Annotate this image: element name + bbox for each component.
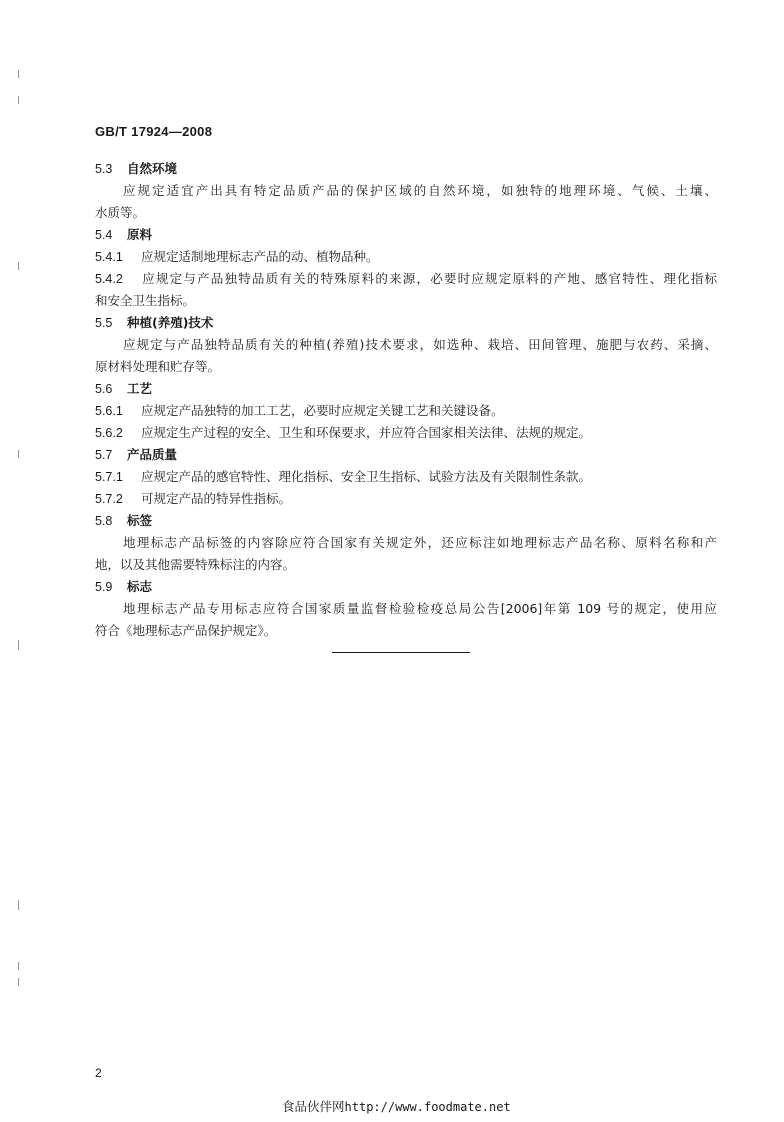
footer-site-name: 食品伙伴网 [282, 1099, 345, 1114]
section-heading-5-7 [95, 444, 717, 466]
section-paragraph-5-5 [95, 334, 717, 378]
section-heading-5-8 [95, 510, 717, 532]
section-title: 种植(养殖)技术 [127, 315, 214, 330]
clause-5-7-2 [95, 488, 717, 510]
scan-artifact [18, 900, 19, 910]
paragraph-line: 水质等。 [95, 205, 146, 220]
section-title: 产品质量 [127, 447, 178, 462]
document-body [95, 158, 717, 642]
clause-5-6-2 [95, 422, 717, 444]
section-paragraph-5-9 [95, 598, 717, 642]
section-title: 工艺 [127, 381, 153, 396]
scan-artifact [18, 962, 19, 970]
section-heading-5-5 [95, 312, 717, 334]
footer-watermark [282, 1097, 511, 1115]
scan-artifact [18, 96, 19, 104]
paragraph-line: 符合《地理标志产品保护规定》。 [95, 623, 277, 638]
section-number: 5.5 [95, 316, 113, 330]
section-number: 5.7 [95, 448, 113, 462]
section-heading-5-6 [95, 378, 717, 400]
clause-number: 5.6.1 [95, 404, 123, 418]
end-of-document-rule [332, 652, 470, 653]
section-heading-5-3 [95, 158, 717, 180]
clause-text: 可规定产品的特异性指标。 [141, 491, 292, 506]
scan-artifact [18, 978, 19, 986]
paragraph-line: 地理标志产品标签的内容除应符合国家有关规定外，还应标注如地理标志产品名称、原料名称和产 [123, 535, 717, 550]
paragraph-line: 原材料处理和贮存等。 [95, 359, 221, 374]
section-heading-5-4 [95, 224, 717, 246]
clause-5-7-1 [95, 466, 717, 488]
section-title: 标志 [127, 579, 153, 594]
clause-number: 5.6.2 [95, 426, 123, 440]
clause-text: 应规定生产过程的安全、卫生和环保要求，并应符合国家相关法律、法规的规定。 [141, 425, 592, 440]
scan-artifact [18, 262, 19, 270]
clause-text: 应规定产品独特的加工工艺，必要时应规定关键工艺和关键设备。 [141, 403, 504, 418]
clause-text: 应规定与产品独特品质有关的特殊原料的来源，必要时应规定原料的产地、感官特性、理化指标 [141, 271, 717, 286]
section-title: 原料 [127, 227, 153, 242]
paragraph-line: 地理标志产品专用标志应符合国家质量监督检验检疫总局公告[2006]年第 109 号的规定，使用应 [123, 601, 717, 616]
scan-artifact [18, 450, 19, 458]
section-heading-5-9 [95, 576, 717, 598]
section-number: 5.8 [95, 514, 113, 528]
paragraph-line [95, 268, 717, 290]
paragraph-line: 应规定适宜产出具有特定品质产品的保护区域的自然环境，如独特的地理环境、气候、土壤、 [123, 183, 717, 198]
section-title: 标签 [127, 513, 153, 528]
section-paragraph-5-8 [95, 532, 717, 576]
scan-artifact [18, 640, 19, 650]
section-number: 5.9 [95, 580, 113, 594]
clause-number: 5.4.2 [95, 272, 123, 286]
paragraph-line: 应规定与产品独特品质有关的种植(养殖)技术要求，如选种、栽培、田间管理、施肥与农药、采摘、 [123, 337, 717, 352]
paragraph-line: 地，以及其他需要特殊标注的内容。 [95, 557, 296, 572]
clause-number: 5.7.1 [95, 470, 123, 484]
clause-number: 5.7.2 [95, 492, 123, 506]
scan-artifact [18, 70, 19, 78]
footer-url-link[interactable]: http://www.foodmate.net [344, 1100, 511, 1114]
paragraph-line: 和安全卫生指标。 [95, 293, 196, 308]
section-number: 5.4 [95, 228, 113, 242]
clause-text: 应规定产品的感官特性、理化指标、安全卫生指标、试验方法及有关限制性条款。 [141, 469, 592, 484]
clause-5-4-2 [95, 268, 717, 312]
section-paragraph-5-3 [95, 180, 717, 224]
page-number: 2 [95, 1066, 102, 1080]
clause-5-4-1 [95, 246, 717, 268]
standard-number: GB/T 17924—2008 [95, 124, 213, 139]
clause-text: 应规定适制地理标志产品的动、植物品种。 [141, 249, 379, 264]
section-number: 5.6 [95, 382, 113, 396]
clause-number: 5.4.1 [95, 250, 123, 264]
clause-5-6-1 [95, 400, 717, 422]
section-title: 自然环境 [127, 161, 178, 176]
section-number: 5.3 [95, 162, 113, 176]
